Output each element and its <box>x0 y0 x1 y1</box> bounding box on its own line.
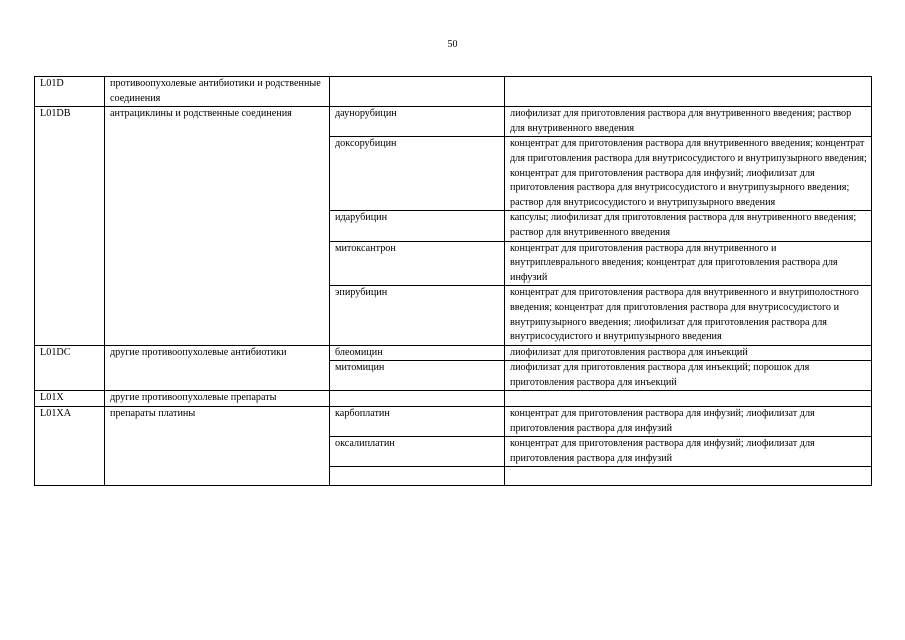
dosage-form-cell: концентрат для приготовления раствора для внутривенного и внутриполостного введения; концентрат для приготовления раствора для внутрисосудистого и внутрипузырного введения; лиофилизат для приготовления раствора для внутрисосудистого и внутрипузырного введения <box>505 286 872 345</box>
table-row <box>35 345 872 361</box>
page-number: 50 <box>447 39 458 50</box>
atc-code-cell: L01XA <box>35 407 105 486</box>
drug-name-cell <box>330 391 505 407</box>
drug-name-cell: митоксантрон <box>330 241 505 286</box>
group-cell: противоопухолевые антибиотики и родственные соединения <box>105 77 330 107</box>
table-row <box>35 107 872 137</box>
dosage-form-cell: концентрат для приготовления раствора для инфузий; лиофилизат для приготовления раствора для инфузий <box>505 437 872 467</box>
atc-code-cell: L01D <box>35 77 105 107</box>
drug-name-cell: даунорубицин <box>330 107 505 137</box>
dosage-form-cell: концентрат для приготовления раствора для внутривенного введения; концентрат для приготовления раствора для внутрисосудистого и внутрипузырного введения; концентрат для приготовления раствора для инфузий; лиофилизат для приготовления раствора для внутрисосудистого и внутрипузырного введения; раствор для внутрисосудистого и внутрипузырного введения <box>505 137 872 211</box>
dosage-form-cell <box>505 77 872 107</box>
dosage-form-cell: лиофилизат для приготовления раствора для инъекций <box>505 345 872 361</box>
dosage-form-cell: концентрат для приготовления раствора для внутривенного и внутриплеврального введения; концентрат для приготовления раствора для инфузий <box>505 241 872 286</box>
atc-code-cell: L01DB <box>35 107 105 346</box>
drug-name-cell <box>330 77 505 107</box>
dosage-form-cell <box>505 391 872 407</box>
table-row <box>35 407 872 437</box>
table-row <box>35 391 872 407</box>
atc-code-cell: L01DC <box>35 345 105 391</box>
dosage-form-cell <box>505 467 872 486</box>
drug-name-cell <box>330 467 505 486</box>
dosage-form-cell: лиофилизат для приготовления раствора для инъекций; порошок для приготовления раствора для инъекций <box>505 361 872 391</box>
drug-name-cell: доксорубицин <box>330 137 505 211</box>
drug-name-cell: оксалиплатин <box>330 437 505 467</box>
drug-name-cell: блеомицин <box>330 345 505 361</box>
group-cell: другие противоопухолевые препараты <box>105 391 330 407</box>
dosage-form-cell: лиофилизат для приготовления раствора для внутривенного введения; раствор для внутривенного введения <box>505 107 872 137</box>
dosage-form-cell: капсулы; лиофилизат для приготовления раствора для внутривенного введения; раствор для внутривенного введения <box>505 211 872 241</box>
drug-name-cell: идарубицин <box>330 211 505 241</box>
drug-name-cell: эпирубицин <box>330 286 505 345</box>
group-cell: препараты платины <box>105 407 330 486</box>
group-cell: антрациклины и родственные соединения <box>105 107 330 346</box>
drug-name-cell: митомицин <box>330 361 505 391</box>
drug-table <box>34 76 872 486</box>
dosage-form-cell: концентрат для приготовления раствора для инфузий; лиофилизат для приготовления раствора для инфузий <box>505 407 872 437</box>
table-row <box>35 77 872 107</box>
drug-name-cell: карбоплатин <box>330 407 505 437</box>
atc-code-cell: L01X <box>35 391 105 407</box>
group-cell: другие противоопухолевые антибиотики <box>105 345 330 391</box>
